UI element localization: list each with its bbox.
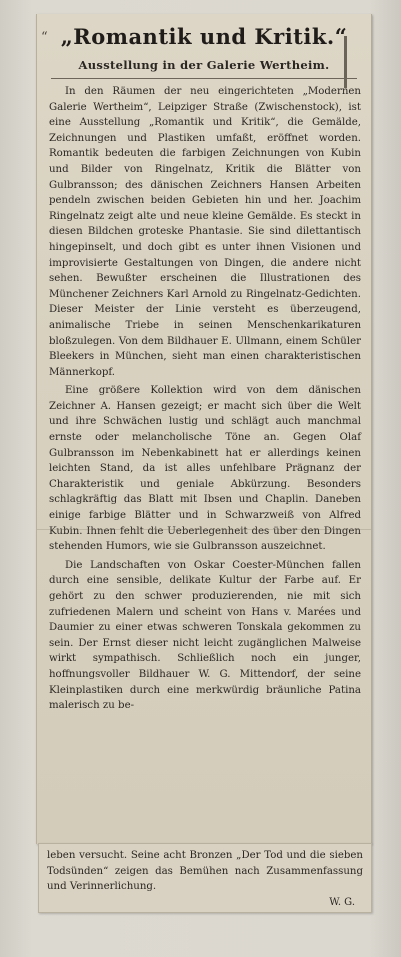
quote-mark: “ — [41, 30, 48, 45]
article-title: „Romantik und Kritik.“ — [60, 24, 348, 49]
paragraph: In den Räumen der neu eingerichteten „Modernen Galerie Wertheim“, Leipziger Straße (Zwischenstock), ist eine Ausstellung „Romantik und Kritik“, die Gemälde, Zeichnungen und Plastiken umfaßt, eröffnet worden. Romantik bedeuten die farbigen Zeichnungen von Kubin und Bilder von Ringelnatz, Kritik die Blätter von Gulbransson; des dänischen Zeichners Hansen Arbeiten pendeln zwischen beiden Gebieten hin und her. Joachim Ringelnatz zeigt alte und neue kleine Gemälde. Es steckt in diesen Bildchen groteske Phantasie. Sie sind dilettantisch hingepinselt, und doch gibt es unter ihnen Visionen und improvisierte Gestaltungen von Dingen, die andere nicht sehen. Bewußter erscheinen die Illustrationen des Münchener Zeichners Karl Arnold zu Ringelnatz-Gedichten. Dieser Meister der Linie versteht es überzeugend, animalische Triebe in seinen Menschenkarikaturen bloßzulegen. Von dem Bildhauer E. Ullmann, einem Schüler Bleekers in München, sieht man einen charakteristischen Männerkopf. — [49, 86, 361, 378]
article-subtitle: Ausstellung in der Galerie Wertheim. — [78, 58, 330, 72]
clipping-continuation — [38, 843, 372, 913]
article-body — [49, 84, 361, 714]
title-rule — [51, 78, 357, 79]
paragraph: Eine größere Kollektion wird von dem dänischen Zeichner A. Hansen gezeigt; er macht sich über die Welt und ihre Schwächen lustig und schlägt auch manchmal ernste oder melancholische Töne an. Gegen Olaf Gulbransson im Nebenkabinett hat er allerdings keinen leichten Stand, da ist alles unfehlbare Prägnanz der Charakteristik und geniale Abkürzung. Besonders schlagkräftig das Blatt mit Ibsen und Chaplin. Daneben einige farbige Blätter und in Schwarzweiß von Alfred Kubin. Ihnen fehlt die Ueberlegenheit des über den Dingen stehenden Humors, wie sie Gulbransson auszeichnet. — [49, 385, 361, 553]
author-signature: W. G. — [329, 897, 355, 908]
newspaper-clipping — [36, 14, 372, 844]
continuation-text: leben versucht. Seine acht Bronzen „Der Tod und die sieben Todsünden“ zeigen das Bemühen nach Zusammenfassung und Verinnerlichung. — [47, 850, 363, 893]
paragraph: Die Landschaften von Oskar Coester-München fallen durch eine sensible, delikate Kultur der Farbe auf. Er gehört zu den schwer produzierenden, nie mit sich zufriedenen Malern und scheint von Hans v. Marées und Daumier zu einer etwas schweren Tonskala gekommen zu sein. Der Ernst dieser nicht leicht zugänglichen Malweise wirkt sympathisch. Schließlich noch ein junger, hoffnungsvoller Bildhauer W. G. Mittendorf, der seine Kleinplastiken durch eine merkwürdig bräunliche Patina malerisch zu be- — [49, 559, 361, 712]
paper-crease — [37, 529, 371, 530]
